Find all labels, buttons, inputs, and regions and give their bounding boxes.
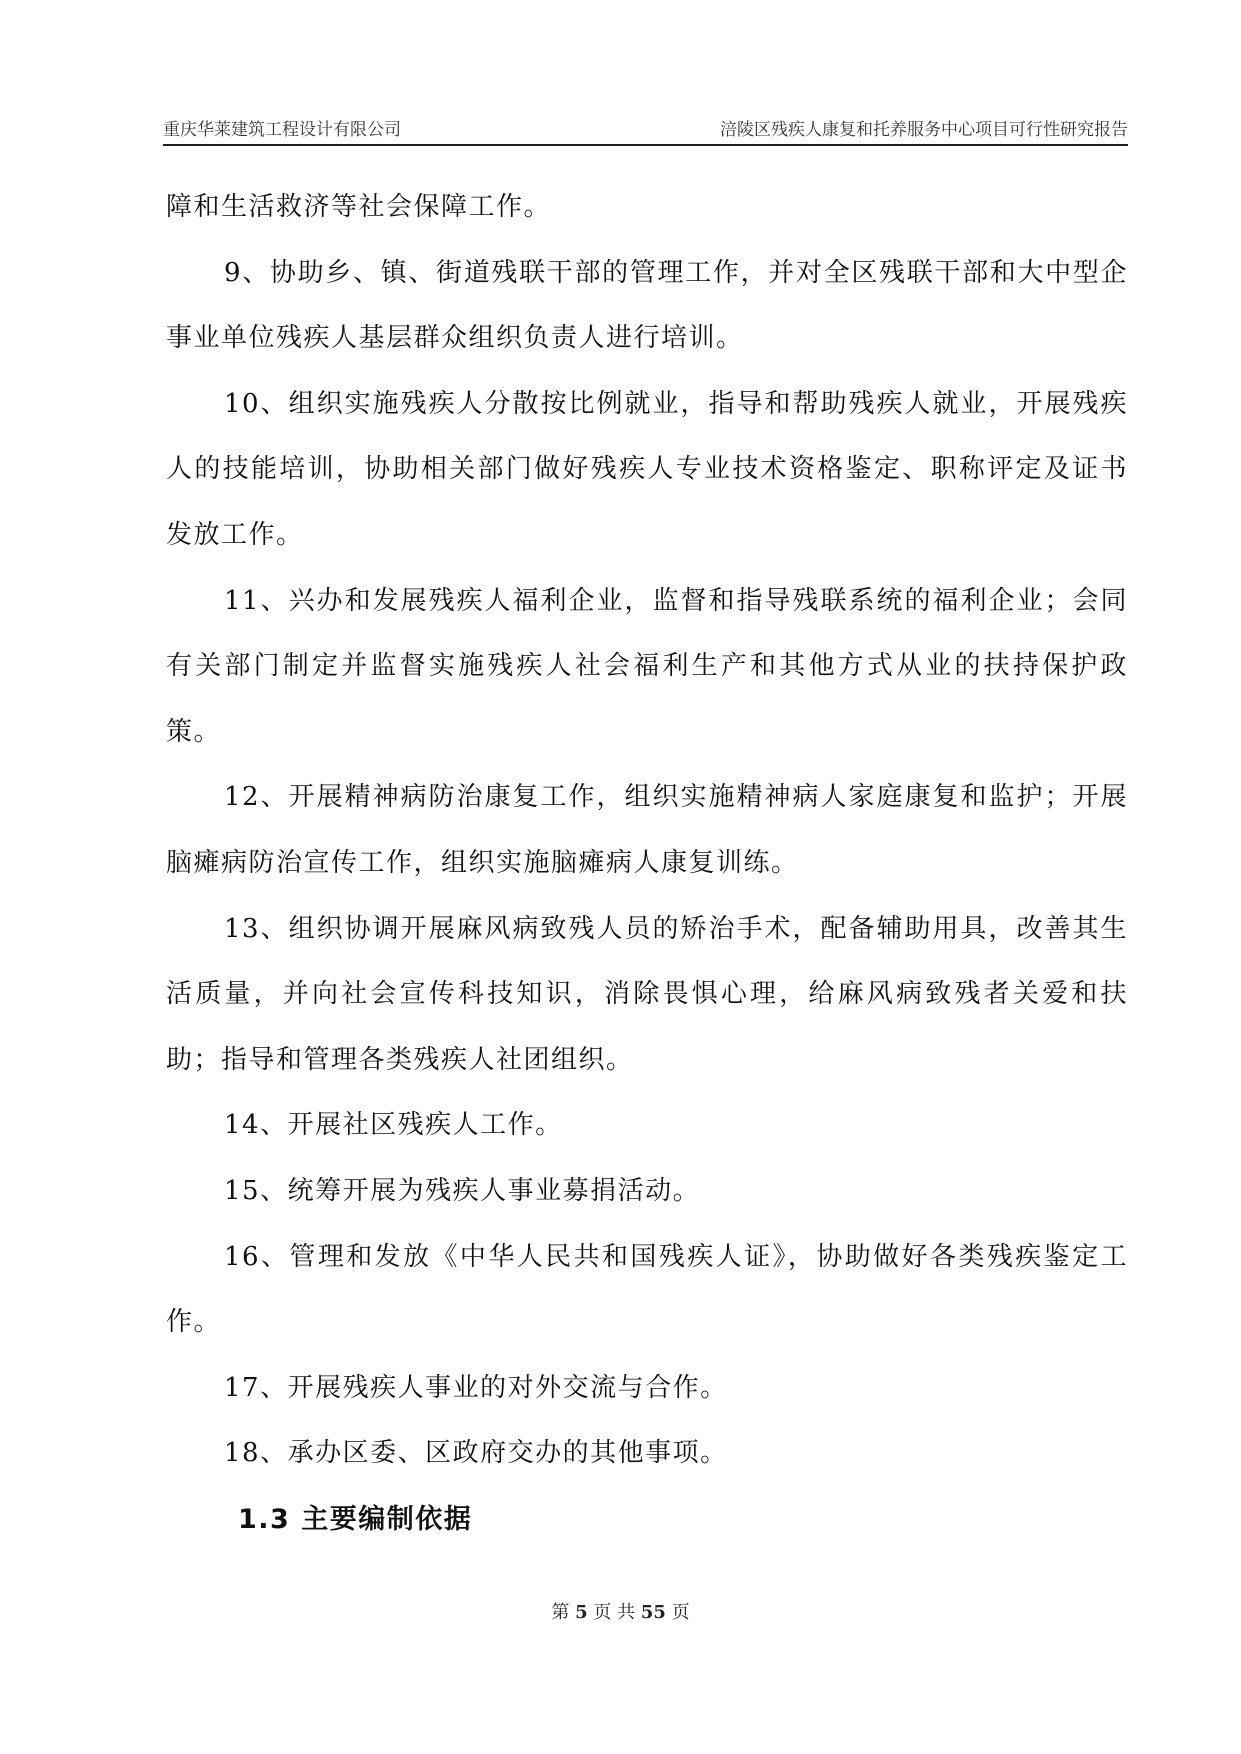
footer-prefix: 第 <box>551 1602 570 1623</box>
paragraph-10: 18、承办区委、区政府交办的其他事项。 <box>224 1438 728 1469</box>
paragraph-3: 11、兴办和发展残疾人福利企业，监督和指导残联系统的福利企业；会同有关部门制定并监督实施残疾人社会福利生产和其他方式从业的扶持保护政策。 <box>166 585 1128 747</box>
document-body <box>166 175 1128 1552</box>
paragraph-0: 障和生活救济等社会保障工作。 <box>166 192 552 222</box>
paragraph-6: 14、开展社区残疾人工作。 <box>224 1110 563 1141</box>
header-report-title: 涪陵区残疾人康复和托养服务中心项目可行性研究报告 <box>720 120 1128 140</box>
paragraph-9: 17、开展残疾人事业的对外交流与合作。 <box>224 1372 728 1403</box>
paragraph-2: 10、组织实施残疾人分散按比例就业，指导和帮助残疾人就业，开展残疾人的技能培训，协助相关部门做好残疾人专业技术资格鉴定、职称评定及证书发放工作。 <box>166 388 1128 550</box>
footer-suffix: 页 <box>671 1602 690 1623</box>
header-company: 重庆华莱建筑工程设计有限公司 <box>163 120 401 140</box>
footer-mid: 页 共 <box>593 1602 636 1623</box>
page-footer <box>0 1598 1241 1624</box>
footer-total-pages: 55 <box>640 1602 666 1623</box>
paragraph-7: 15、统筹开展为残疾人事业募捐活动。 <box>224 1175 701 1206</box>
paragraph-5: 13、组织协调开展麻风病致残人员的矫治手术，配备辅助用具，改善其生活质量，并向社会宣传科技知识，消除畏惧心理，给麻风病致残者关爱和扶助；指导和管理各类残疾人社团组织。 <box>166 913 1128 1075</box>
section-heading: 1.3 主要编制依据 <box>238 1503 473 1535</box>
footer-page-number: 5 <box>575 1602 588 1623</box>
paragraph-4: 12、开展精神病防治康复工作，组织实施精神病人家庭康复和监护；开展脑瘫病防治宣传工作，组织实施脑瘫病人康复训练。 <box>166 782 1128 878</box>
paragraph-8: 16、管理和发放《中华人民共和国残疾人证》，协助做好各类残疾鉴定工作。 <box>166 1241 1128 1338</box>
page-header <box>163 116 1128 146</box>
paragraph-1: 9、协助乡、镇、街道残联干部的管理工作，并对全区残联干部和大中型企事业单位残疾人基层群众组织负责人进行培训。 <box>166 257 1128 354</box>
